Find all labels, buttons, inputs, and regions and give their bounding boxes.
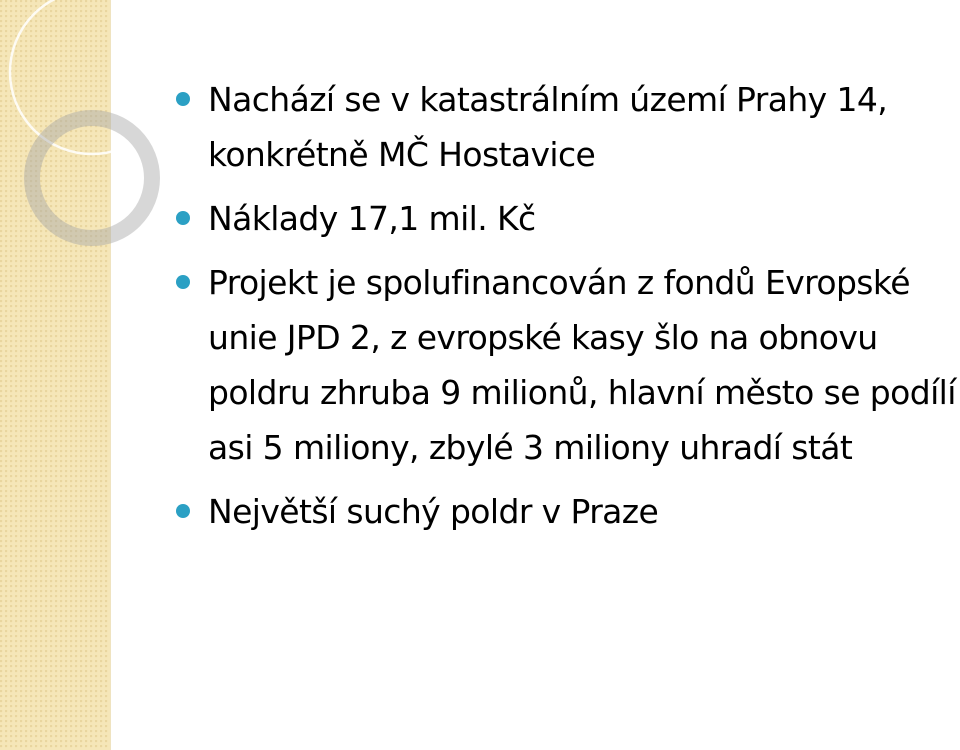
bullet-dot-icon (176, 504, 190, 518)
bullet-dot-icon (176, 92, 190, 106)
bullet-item-location (172, 72, 960, 182)
bullet-item-costs (172, 191, 960, 246)
bullet-item-largest-polder (172, 484, 960, 539)
decorative-circle-outline (10, 0, 174, 154)
bullet-text: Náklady 17,1 mil. Kč (208, 199, 536, 238)
decorative-circle-ring (32, 118, 152, 238)
bullet-item-funding (172, 255, 960, 475)
bullet-text: Největší suchý poldr v Praze (208, 492, 659, 531)
bullet-text: Projekt je spolufinancován z fondů Evropské unie JPD 2, z evropské kasy šlo na obnovu poldru zhruba 9 milionů, hlavní město se podílí asi 5 miliony, zbylé 3 miliony uhradí stát (208, 263, 956, 467)
bullet-list (172, 72, 960, 539)
decorative-circles (0, 0, 180, 260)
bullet-dot-icon (176, 275, 190, 289)
bullet-text: Nachází se v katastrálním území Prahy 14, konkrétně MČ Hostavice (208, 80, 888, 174)
bullet-dot-icon (176, 211, 190, 225)
slide-content (172, 72, 960, 548)
